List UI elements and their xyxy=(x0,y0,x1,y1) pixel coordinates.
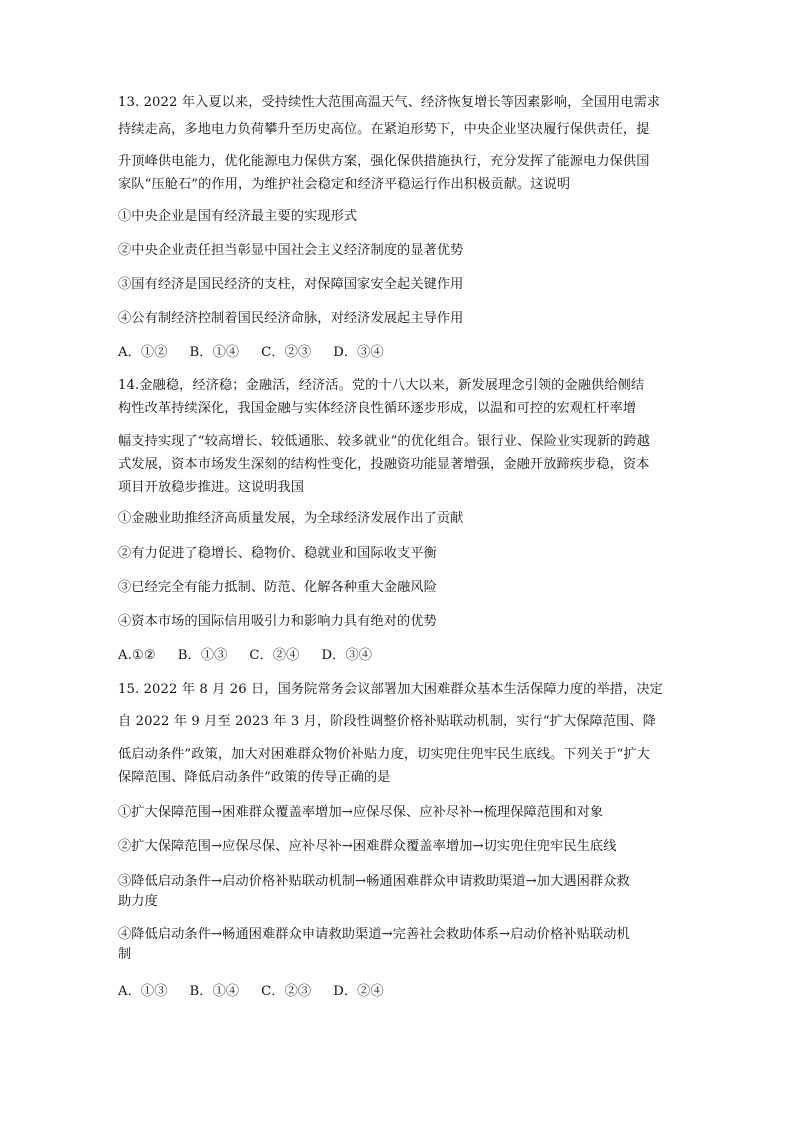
q13-options xyxy=(118,344,678,361)
q15-option-a[interactable]: A．①③ xyxy=(118,984,168,999)
q14-options xyxy=(118,647,678,664)
q14-stem-line-4: 式发展，资本市场发生深刻的结构性变化，投融资功能显著增强，金融开放蹄疾步稳，资本 xyxy=(118,457,650,472)
q13-stem-line-1: 13. 2022 年入夏以来，受持续性大范围高温天气、经济恢复增长等因素影响，全国用电需求 xyxy=(118,95,661,110)
q14-option-d[interactable]: D．③④ xyxy=(321,648,373,663)
q14-stem-line-5: 项目开放稳步推进。这说明我国 xyxy=(118,480,305,495)
q13-option-a[interactable]: A．①② xyxy=(118,345,168,360)
q15-statement-3-line-2: 助力度 xyxy=(118,894,158,909)
q14-statement-2: ②有力促进了稳增长、稳物价、稳就业和国际收支平衡 xyxy=(118,546,437,561)
q15-statement-3-line-1: ③降低启动条件→启动价格补贴联动机制→畅通困难群众申请救助渠道→加大遇困群众救 xyxy=(118,874,630,889)
q13-option-d[interactable]: D．③④ xyxy=(333,345,384,360)
q13-statement-4: ④公有制经济控制着国民经济命脉，对经济发展起主导作用 xyxy=(118,311,464,326)
q13-statement-3: ③国有经济是国民经济的支柱，对保障国家安全起关键作用 xyxy=(118,277,464,292)
q14-stem-line-2: 构性改革持续深化，我国金融与实体经济良性循环逐步形成，以温和可控的宏观杠杆率增 xyxy=(118,401,637,416)
q14-statement-4: ④资本市场的国际信用吸引力和影响力具有绝对的优势 xyxy=(118,614,437,629)
q13-stem-line-4: 家队“压舱石”的作用，为维护社会稳定和经济平稳运行作出积极贡献。这说明 xyxy=(118,177,571,192)
q13-stem-line-3: 升顶峰供电能力，优化能源电力保供方案，强化保供措施执行，充分发挥了能源电力保供国 xyxy=(118,154,650,169)
q15-stem-line-4: 保障范围、降低启动条件”政策的传导正确的是 xyxy=(118,770,391,785)
q14-option-b[interactable]: B．①③ xyxy=(177,648,228,663)
q14-statement-1: ①金融业助推经济高质量发展，为全球经济发展作出了贡献 xyxy=(118,511,464,526)
q15-statement-4-line-1: ④降低启动条件→畅通困难群众申请救助渠道→完善社会救助体系→启动价格补贴联动机 xyxy=(118,927,630,942)
q14-option-a[interactable]: A.①② xyxy=(118,648,156,663)
q14-stem-line-3: 幅支持实现了“较高增长、较低通胀、较多就业”的优化组合。银行业、保险业实现新的跨越 xyxy=(118,434,650,449)
q14-stem-line-1: 14.金融稳，经济稳；金融活，经济活。党的十八大以来，新发展理念引领的金融供给侧结 xyxy=(118,378,645,393)
q13-stem-line-2: 持续走高，多地电力负荷攀升至历史高位。在紧迫形势下，中央企业坚决履行保供责任，提 xyxy=(118,122,650,137)
q15-stem-line-3: 低启动条件”政策，加大对困难群众物价补贴力度，切实兜住兜牢民生底线。下列关于“扩大 xyxy=(118,747,650,762)
q14-option-c[interactable]: C．②④ xyxy=(249,648,300,663)
q15-options xyxy=(118,983,678,1000)
q15-stem-line-1: 15. 2022 年 8 月 26 日，国务院常务会议部署加大困难群众基本生活保障力度的举措，决定 xyxy=(118,682,663,697)
q13-option-c[interactable]: C．②③ xyxy=(261,345,312,360)
q15-statement-1: ①扩大保障范围→困难群众覆盖率增加→应保尽保、应补尽补→梳理保障范围和对象 xyxy=(118,805,604,820)
q13-option-b[interactable]: B．①④ xyxy=(189,345,240,360)
q15-option-b[interactable]: B．①④ xyxy=(189,984,240,999)
q15-statement-4-line-2: 制 xyxy=(118,947,132,962)
q15-stem-line-2: 自 2022 年 9 月至 2023 年 3 月，阶段性调整价格补贴联动机制，实行“扩大保障范围、降 xyxy=(118,714,656,729)
q13-statement-2: ②中央企业责任担当彰显中国社会主义经济制度的显著优势 xyxy=(118,243,464,258)
q13-statement-1: ①中央企业是国有经济最主要的实现形式 xyxy=(118,209,358,224)
q15-statement-2: ②扩大保障范围→应保尽保、应补尽补→困难群众覆盖率增加→切实兜住兜牢民生底线 xyxy=(118,839,617,854)
q15-option-c[interactable]: C．②③ xyxy=(261,984,312,999)
q14-statement-3: ③已经完全有能力抵制、防范、化解各种重大金融风险 xyxy=(118,580,437,595)
q15-option-d[interactable]: D．②④ xyxy=(333,984,384,999)
